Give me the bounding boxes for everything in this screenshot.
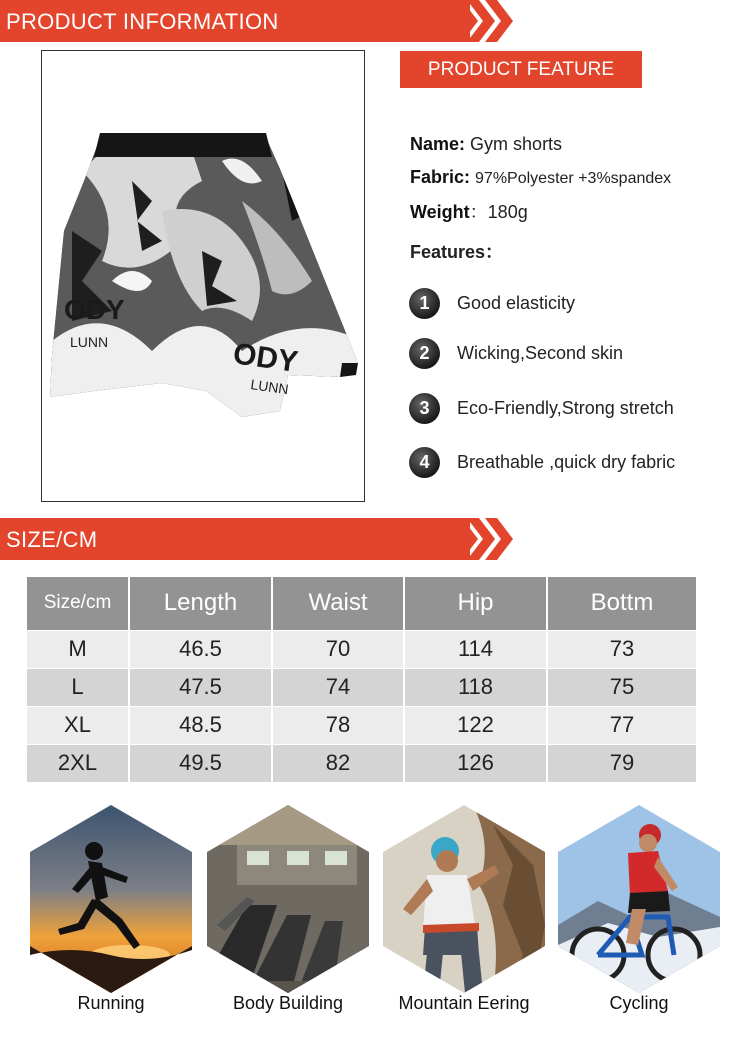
activity-mountain-eering <box>383 805 545 1013</box>
product-feature-tag: PRODUCT FEATURE <box>400 51 642 88</box>
spec-name <box>410 134 562 155</box>
activity-label: Cycling <box>609 993 669 1013</box>
activity-label: Mountain Eering <box>398 993 530 1013</box>
activity-label: Body Building <box>232 993 344 1013</box>
spec-fabric <box>410 167 671 188</box>
table-cell: 70 <box>272 630 404 668</box>
table-cell: 46.5 <box>129 630 272 668</box>
number-badge-icon: 1 <box>409 288 440 319</box>
table-row <box>27 668 696 706</box>
table-cell: 118 <box>404 668 547 706</box>
spec-value: Gym shorts <box>470 134 563 154</box>
table-cell: 82 <box>272 744 404 782</box>
activity-label: Running <box>77 993 145 1013</box>
activity-cycling <box>558 805 720 1013</box>
table-cell: XL <box>27 706 129 744</box>
table-cell: 114 <box>404 630 547 668</box>
table-cell: M <box>27 630 129 668</box>
spec-label: Weight <box>410 202 470 222</box>
cycling-image <box>558 805 720 993</box>
section-banner-product-information <box>0 0 470 42</box>
table-row <box>27 744 696 782</box>
feature-text: Good elasticity <box>457 293 576 313</box>
spec-label: Fabric: <box>410 167 471 187</box>
column-header: Length <box>129 577 272 630</box>
spec-value: 97%Polyester +3%spandex <box>475 170 672 187</box>
column-header: Waist <box>272 577 404 630</box>
spec-weight <box>410 198 528 224</box>
running-image <box>30 805 192 993</box>
table-cell: L <box>27 668 129 706</box>
feature-text: Eco-Friendly,Strong stretch <box>457 398 674 418</box>
number-badge-icon: 2 <box>409 338 440 369</box>
table-row <box>27 630 696 668</box>
shorts-print-text: ODY <box>231 337 301 379</box>
table-cell: 73 <box>547 630 696 668</box>
climbing-image <box>383 805 545 993</box>
shorts-print-text: LUNN <box>249 376 290 398</box>
section-title: SIZE/CM <box>6 527 98 552</box>
table-cell: 74 <box>272 668 404 706</box>
section-title: PRODUCT INFORMATION <box>6 9 279 34</box>
column-header: Hip <box>404 577 547 630</box>
column-header: Size/cm <box>27 577 129 630</box>
column-header: Bottm <box>547 577 696 630</box>
spec-label: Name: <box>410 134 466 154</box>
chevron-arrows-icon <box>448 0 518 42</box>
product-image-frame <box>41 50 365 502</box>
table-header-row <box>27 577 696 630</box>
shorts-print-text: LUNN <box>70 334 109 350</box>
table-cell: 79 <box>547 744 696 782</box>
table-cell: 78 <box>272 706 404 744</box>
section-banner-size <box>0 518 470 560</box>
table-row <box>27 706 696 744</box>
table-cell: 47.5 <box>129 668 272 706</box>
number-badge-icon: 3 <box>409 393 440 424</box>
feature-text: Wicking,Second skin <box>457 343 624 363</box>
activity-running <box>30 805 192 1013</box>
table-cell: 77 <box>547 706 696 744</box>
table-cell: 122 <box>404 706 547 744</box>
table-cell: 2XL <box>27 744 129 782</box>
feature-text: Breathable ,quick dry fabric <box>457 452 676 472</box>
activity-body-building <box>207 805 369 1013</box>
table-cell: 49.5 <box>129 744 272 782</box>
table-cell: 75 <box>547 668 696 706</box>
table-cell: 48.5 <box>129 706 272 744</box>
gym-shorts-image <box>42 51 365 502</box>
spec-value: ：180g <box>469 202 528 222</box>
table-cell: 126 <box>404 744 547 782</box>
features-heading: Features： <box>410 242 504 262</box>
chevron-arrows-icon <box>448 518 518 560</box>
shorts-print-text: ODY <box>64 294 125 325</box>
number-badge-icon: 4 <box>409 447 440 478</box>
gym-image <box>207 805 369 993</box>
size-chart-table <box>27 577 696 782</box>
